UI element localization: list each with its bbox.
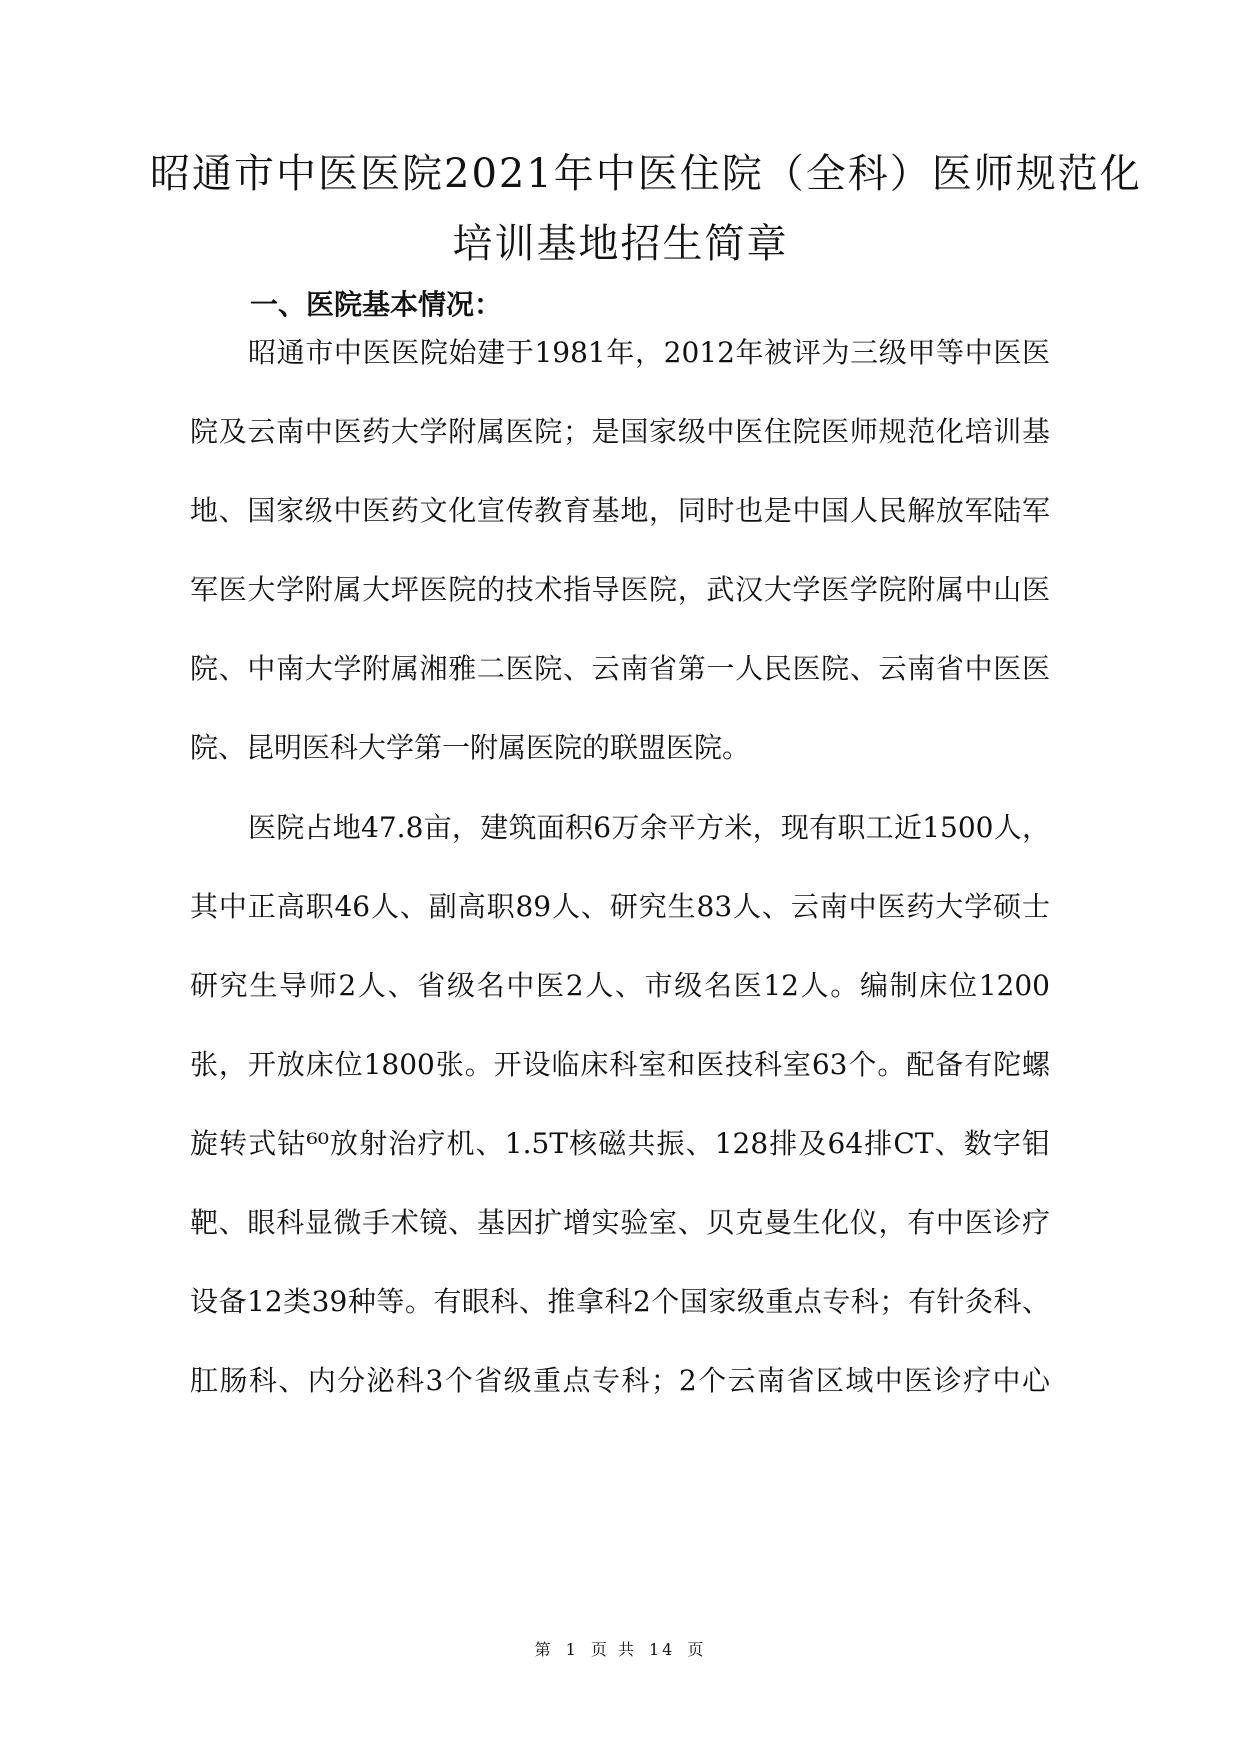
paragraph-2-line-8: 肛肠科、内分泌科3个省级重点专科；2个云南省区域中医诊疗中心 [190,1364,1050,1397]
page-label-prefix: 第 [534,1640,554,1659]
paragraph-2-line-2: 其中正高职46人、副高职89人、研究生83人、云南中医药大学硕士 [190,890,1050,923]
page-number: 1 [565,1640,579,1659]
paragraph-2-line-4: 张，开放床位1800张。开设临床科室和医技科室63个。配备有陀螺 [190,1048,1050,1081]
page-label-suffix: 页 [687,1640,707,1659]
paragraph-1-line-4: 军医大学附属大坪医院的技术指导医院，武汉大学医学院附属中山医 [190,573,1050,606]
paragraph-1-line-5: 院、中南大学附属湘雅二医院、云南省第一人民医院、云南省中医医 [190,652,1050,685]
document-title-line-2: 培训基地招生简章 [452,221,789,267]
paragraph-1-line-2: 院及云南中医药大学附属医院；是国家级中医住院医师规范化培训基 [190,415,1050,448]
page-label-mid: 页 共 [590,1640,637,1659]
total-pages: 14 [648,1640,676,1659]
section-heading: 一、医院基本情况： [250,288,503,321]
paragraph-2-line-7: 设备12类39种等。有眼科、推拿科2个国家级重点专科；有针灸科、 [190,1285,1050,1318]
page-footer [0,1637,1241,1660]
paragraph-1-line-3: 地、国家级中医药文化宣传教育基地，同时也是中国人民解放军陆军 [190,494,1050,527]
document-title-line-1: 昭通市中医医院2021年中医住院（全科）医师规范化 [150,151,1142,197]
paragraph-2-line-3: 研究生导师2人、省级名中医2人、市级名医12人。编制床位1200 [190,969,1050,1002]
paragraph-2-line-5: 旋转式钴⁶⁰放射治疗机、1.5T核磁共振、128排及64排CT、数字钼 [190,1127,1050,1160]
paragraph-2-line-6: 靶、眼科显微手术镜、基因扩增实验室、贝克曼生化仪，有中医诊疗 [190,1206,1050,1239]
paragraph-1-line-1: 昭通市中医医院始建于1981年，2012年被评为三级甲等中医医 [248,336,1050,369]
paragraph-1-line-6: 院、昆明医科大学第一附属医院的联盟医院。 [190,731,751,764]
paragraph-2-line-1: 医院占地47.8亩，建筑面积6万余平方米，现有职工近1500人， [248,811,1050,844]
